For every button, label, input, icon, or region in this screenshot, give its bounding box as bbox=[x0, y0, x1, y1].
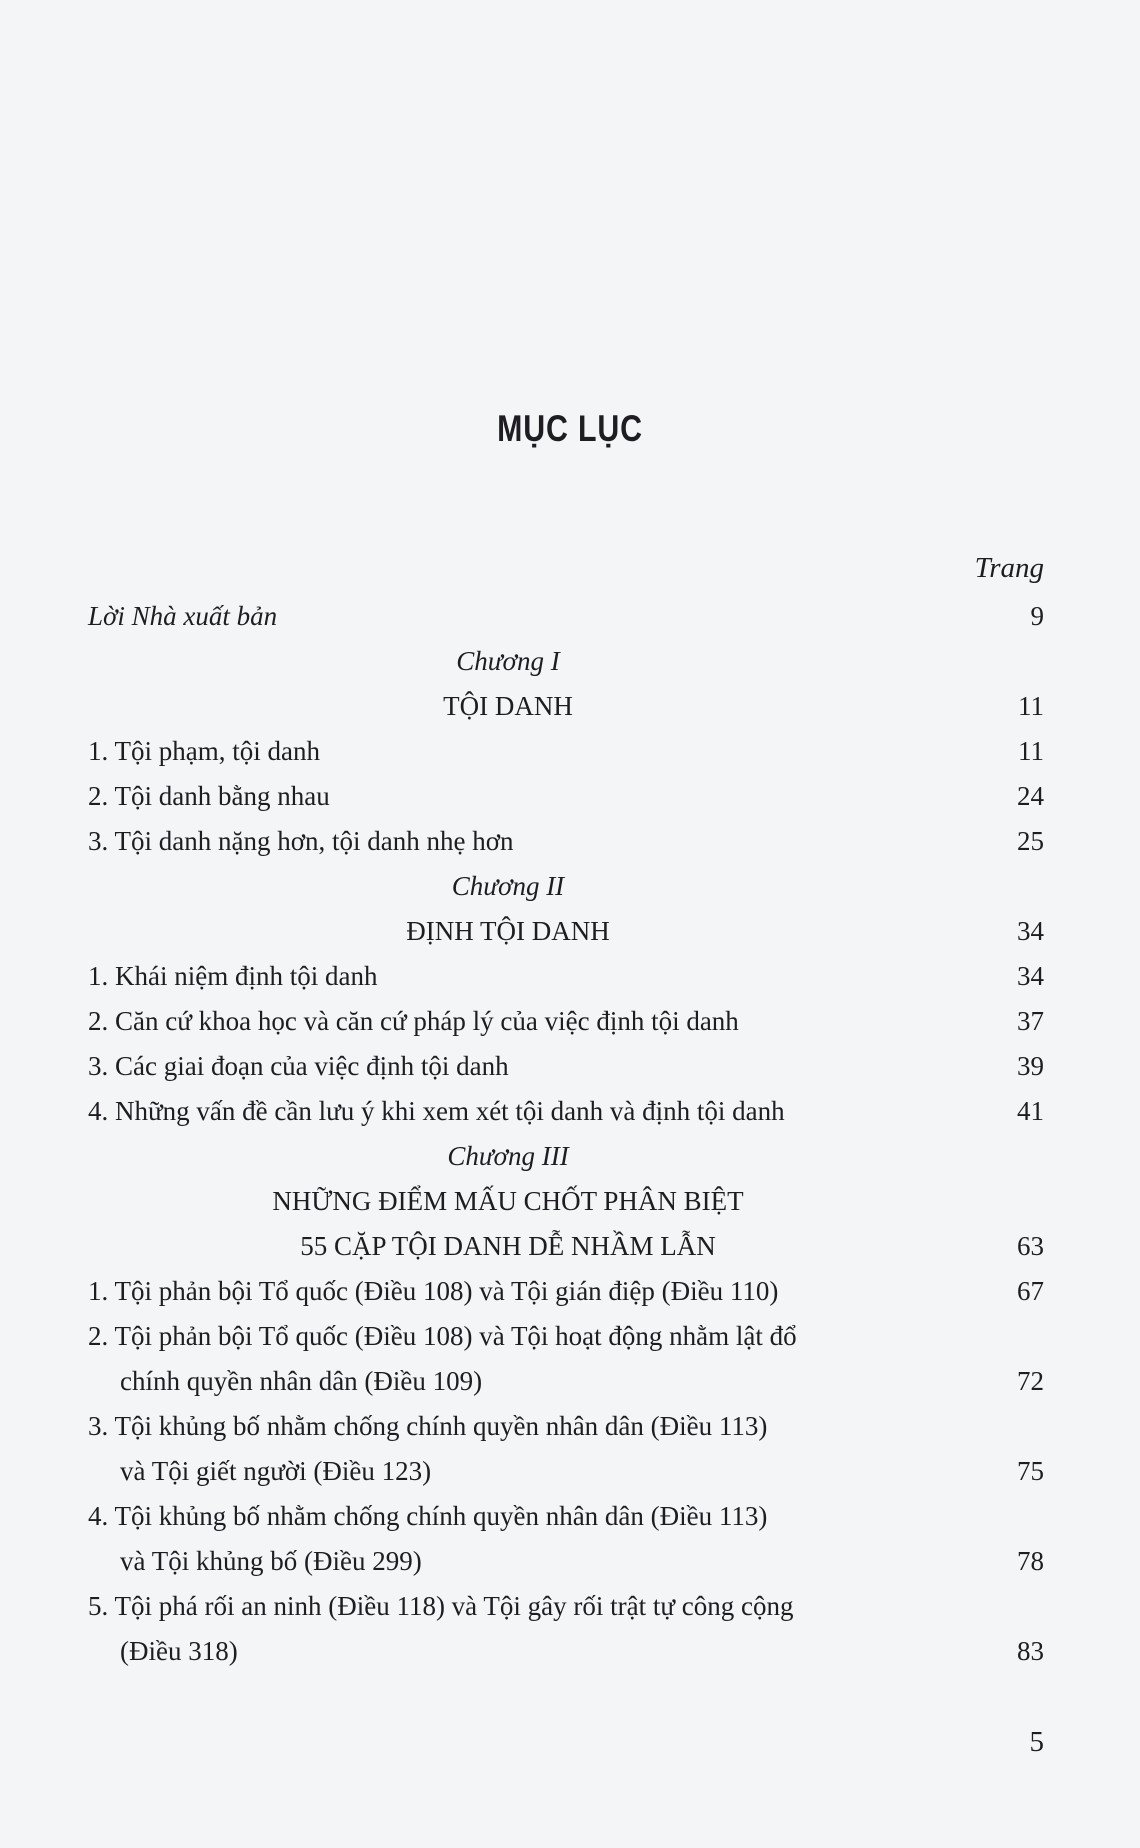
toc-entry: Lời Nhà xuất bản 9 bbox=[88, 596, 1046, 636]
toc-entry-continued: (Điều 318) 83 bbox=[88, 1631, 1046, 1671]
page-ref: 39 bbox=[1017, 1051, 1044, 1081]
page-ref: 11 bbox=[1018, 736, 1044, 766]
toc-entry: 1. Tội phạm, tội danh 11 bbox=[88, 731, 1046, 771]
page-ref: 78 bbox=[1017, 1546, 1044, 1576]
page-ref: 67 bbox=[1017, 1276, 1044, 1306]
page-ref: 37 bbox=[1017, 1006, 1044, 1036]
toc-entry: 2. Tội phản bội Tổ quốc (Điều 108) và Tội hoạt động nhằm lật đổ bbox=[88, 1321, 797, 1351]
toc-entry: 4. Tội khủng bố nhằm chống chính quyền nhân dân (Điều 113) bbox=[88, 1501, 768, 1531]
chapter-title: NHỮNG ĐIỂM MẤU CHỐT PHÂN BIỆT bbox=[272, 1186, 744, 1216]
page-title: MỤC LỤC bbox=[497, 408, 643, 449]
toc-entry-continued: và Tội khủng bố (Điều 299) 78 bbox=[88, 1541, 1046, 1581]
toc-entry: 3. Tội danh nặng hơn, tội danh nhẹ hơn 25 bbox=[88, 821, 1046, 861]
page-ref: 25 bbox=[1017, 826, 1044, 856]
toc-entry: 3. Tội khủng bố nhằm chống chính quyền nhân dân (Điều 113) bbox=[88, 1411, 768, 1441]
toc-entry: 1. Tội phản bội Tổ quốc (Điều 108) và Tội gián điệp (Điều 110) 67 bbox=[88, 1271, 1046, 1311]
page-ref: 24 bbox=[1017, 781, 1044, 811]
page-ref: 41 bbox=[1017, 1096, 1044, 1126]
page-number: 5 bbox=[1029, 1726, 1044, 1758]
chapter-title: ĐỊNH TỘI DANH 34 bbox=[88, 911, 1046, 951]
toc-entry: 4. Những vấn đề cần lưu ý khi xem xét tội danh và định tội danh 41 bbox=[88, 1091, 1046, 1131]
toc-entry: 2. Căn cứ khoa học và căn cứ pháp lý của việc định tội danh 37 bbox=[88, 1001, 1046, 1041]
toc-entry: 5. Tội phá rối an ninh (Điều 118) và Tội gây rối trật tự công cộng bbox=[88, 1591, 794, 1621]
chapter-label: Chương I bbox=[456, 646, 560, 676]
page-ref: 34 bbox=[1017, 961, 1044, 991]
chapter-label: Chương II bbox=[451, 871, 565, 901]
chapter-title: TỘI DANH 11 bbox=[88, 686, 1046, 726]
toc-entry-continued: chính quyền nhân dân (Điều 109) 72 bbox=[88, 1361, 1046, 1401]
page-ref: 63 bbox=[1017, 1231, 1044, 1261]
toc-entry: 3. Các giai đoạn của việc định tội danh 39 bbox=[88, 1046, 1046, 1086]
page-ref: 83 bbox=[1017, 1636, 1044, 1666]
page-ref: 34 bbox=[1017, 916, 1044, 946]
page-ref: 11 bbox=[1018, 691, 1044, 721]
toc-entry: 1. Khái niệm định tội danh 34 bbox=[88, 956, 1046, 996]
toc-entry: 2. Tội danh bằng nhau 24 bbox=[88, 776, 1046, 816]
toc-entry-continued: và Tội giết người (Điều 123) 75 bbox=[88, 1451, 1046, 1491]
chapter-title: 55 CẶP TỘI DANH DỄ NHẦM LẪN 63 bbox=[88, 1226, 1046, 1266]
chapter-label: Chương III bbox=[447, 1141, 569, 1171]
page-ref: 72 bbox=[1017, 1366, 1044, 1396]
page-column-label: Trang bbox=[974, 552, 1044, 584]
page-ref: 9 bbox=[1030, 601, 1044, 631]
page-ref: 75 bbox=[1017, 1456, 1044, 1486]
